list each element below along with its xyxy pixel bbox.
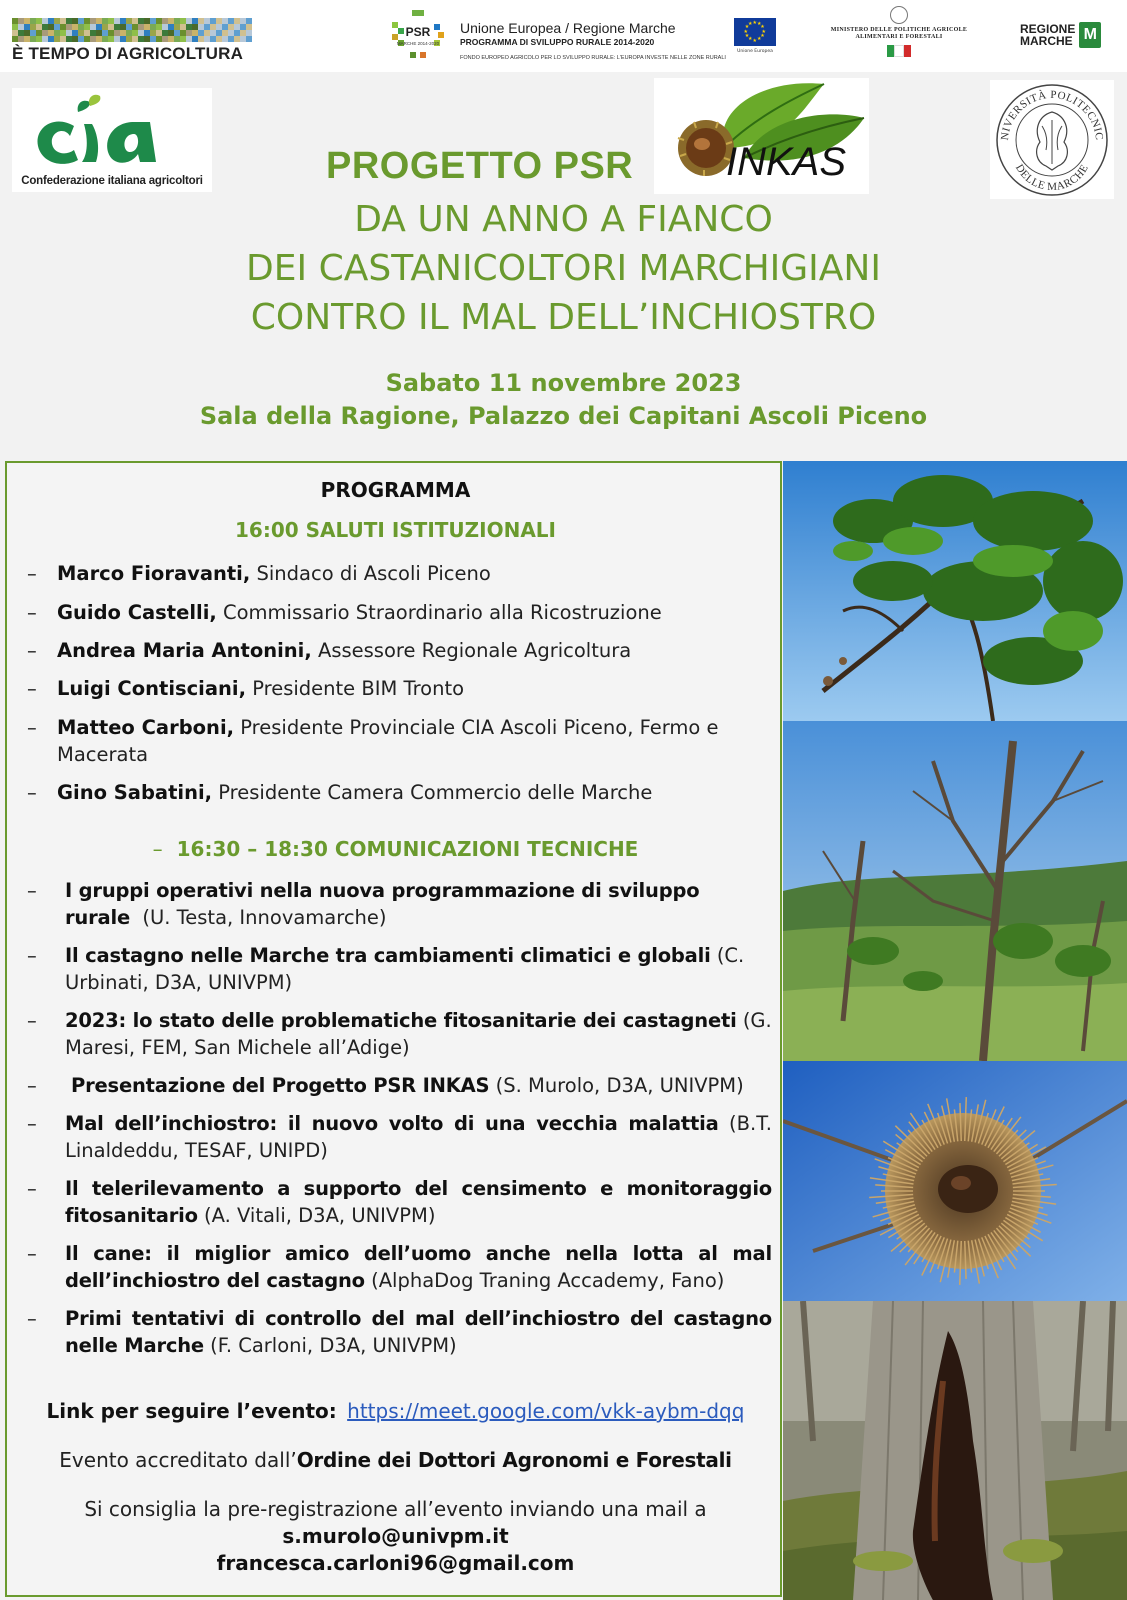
talk-item: – Primi tentativi di controllo del mal dell’inchiostro del castagno nelle Marche (F. Carloni, D3A, UNIVPM) bbox=[27, 1307, 772, 1357]
svg-text:UNIVERSITÀ POLITECNICA: NIVERSITÀ POLITECNIC bbox=[998, 88, 1106, 141]
sponsor-strip bbox=[0, 0, 1127, 72]
inkas-word: INKAS bbox=[726, 140, 847, 184]
eu-flag-logo: ★ ★ ★ ★ ★ ★ ★ ★ ★ ★ ★ ★ Unione Europea bbox=[734, 18, 776, 54]
preregistration-info: Si consiglia la pre-registrazione all’evento inviando una mail a s.murolo@univpm.it francesca.carloni96@gmail.com bbox=[7, 1496, 784, 1577]
email-carloni[interactable]: francesca.carloni96@gmail.com bbox=[216, 1551, 575, 1575]
program-panel bbox=[5, 461, 782, 1597]
section-greetings-title: 16:00 SALUTI ISTITUZIONALI bbox=[235, 518, 556, 542]
italy-flag-icon bbox=[887, 45, 911, 57]
svg-text:PSR: PSR bbox=[405, 25, 431, 39]
talk-item: – Presentazione del Progetto PSR INKAS (S. Murolo, D3A, UNIVPM) bbox=[27, 1074, 744, 1097]
psr-program-text: Unione Europea / Regione Marche PROGRAMMA DI SVILUPPO RURALE 2014-2020 FONDO EUROPEO AGRICOLO PER LO SVILUPPO RURALE: L'EUROPA INVESTE NELLE ZONE RURALI bbox=[460, 20, 726, 61]
psr-marche-logo bbox=[390, 8, 446, 62]
photo-chestnut-burr bbox=[783, 1061, 1127, 1301]
greeting-item: – Matteo Carboni, Presidente Provinciale CIA Ascoli Piceno, Fermo e Macerata bbox=[27, 716, 719, 766]
svg-text:DELLE MARCHE: DELLE MARCHE bbox=[1012, 162, 1092, 194]
republic-emblem-icon bbox=[890, 6, 908, 24]
photo-diseased-chestnut-trees bbox=[783, 721, 1127, 1061]
section-talks-title: – 16:30 – 18:30 COMUNICAZIONI TECNICHE bbox=[152, 837, 639, 861]
talk-item: – Il telerilevamento a supporto del censimento e monitoraggio fitosanitario (A. Vitali, D3A, UNIVPM) bbox=[27, 1177, 772, 1227]
tempo-di-agricoltura-logo bbox=[12, 18, 257, 64]
cia-mark-icon bbox=[34, 94, 194, 174]
ministry-logo: MINISTERO DELLE POLITICHE AGRICOLE ALIMENTARI E FORESTALI bbox=[824, 6, 974, 57]
event-venue: Sala della Ragione, Palazzo dei Capitani Ascoli Piceno bbox=[199, 402, 928, 430]
talk-item: – Mal dell’inchiostro: il nuovo volto di una vecchia malattia (B.T. Linaldeddu, TESAF, UNIPD) bbox=[27, 1112, 772, 1162]
cia-logo bbox=[12, 88, 212, 192]
greeting-item: – Luigi Contisciani, Presidente BIM Tronto bbox=[27, 677, 465, 700]
talk-item: – Il castagno nelle Marche tra cambiamenti climatici e globali (C. Urbinati, D3A, UNIVPM) bbox=[27, 944, 745, 994]
svg-text:MARCHE 2014-2020: MARCHE 2014-2020 bbox=[396, 41, 440, 46]
pixel-mosaic-icon bbox=[12, 18, 252, 42]
talk-item: – 2023: lo stato delle problematiche fitosanitarie dei castagneti (G. Maresi, FEM, San Michele all’Adige) bbox=[27, 1009, 772, 1059]
eu-flag-icon: ★ ★ ★ ★ ★ ★ ★ ★ ★ ★ ★ ★ bbox=[734, 18, 776, 46]
univpm-logo bbox=[990, 80, 1114, 199]
meeting-link-line bbox=[7, 1399, 784, 1423]
event-headline: DA UN ANNO A FIANCO DEI CASTANICOLTORI MARCHIGIANI CONTRO IL MAL DELL’INCHIOSTRO bbox=[246, 199, 881, 338]
email-murolo[interactable]: s.murolo@univpm.it bbox=[282, 1524, 509, 1548]
photo-chestnut-tree-leaves bbox=[783, 461, 1127, 721]
greeting-item: – Marco Fioravanti, Sindaco di Ascoli Piceno bbox=[27, 562, 491, 585]
regione-marche-logo: REGIONE MARCHE M bbox=[1020, 22, 1101, 48]
event-date: Sabato 11 novembre 2023 bbox=[385, 369, 742, 397]
greeting-item: – Gino Sabatini, Presidente Camera Commercio delle Marche bbox=[27, 781, 653, 804]
inkas-logo bbox=[654, 78, 869, 194]
greeting-item: – Guido Castelli, Commissario Straordinario alla Ricostruzione bbox=[27, 601, 662, 624]
accreditation-line: Evento accreditato dall’Ordine dei Dottori Agronomi e Forestali bbox=[59, 1448, 732, 1472]
meeting-link-label: Link per seguire l’evento: bbox=[46, 1399, 337, 1423]
greeting-item: – Andrea Maria Antonini, Assessore Regionale Agricoltura bbox=[27, 639, 632, 662]
meeting-link[interactable]: https://meet.google.com/vkk-aybm-dqq bbox=[347, 1399, 745, 1423]
regione-marche-icon: M bbox=[1079, 22, 1101, 48]
cia-caption: Confederazione italiana agricoltori bbox=[21, 175, 203, 187]
talk-item: – I gruppi operativi nella nuova programmazione di sviluppo rurale (U. Testa, Innovamarche) bbox=[27, 879, 700, 929]
talk-item: – Il cane: il miglior amico dell’uomo anche nella lotta al mal dell’inchiostro del castagno (AlphaDog Traning Accademy, Fano) bbox=[27, 1242, 772, 1292]
tempo-label: È TEMPO DI AGRICOLTURA bbox=[12, 44, 244, 63]
photo-bark-ink-disease bbox=[783, 1301, 1127, 1600]
project-label: PROGETTO PSR bbox=[326, 145, 634, 187]
university-seal-icon bbox=[990, 80, 1114, 199]
program-heading: PROGRAMMA bbox=[320, 478, 471, 502]
